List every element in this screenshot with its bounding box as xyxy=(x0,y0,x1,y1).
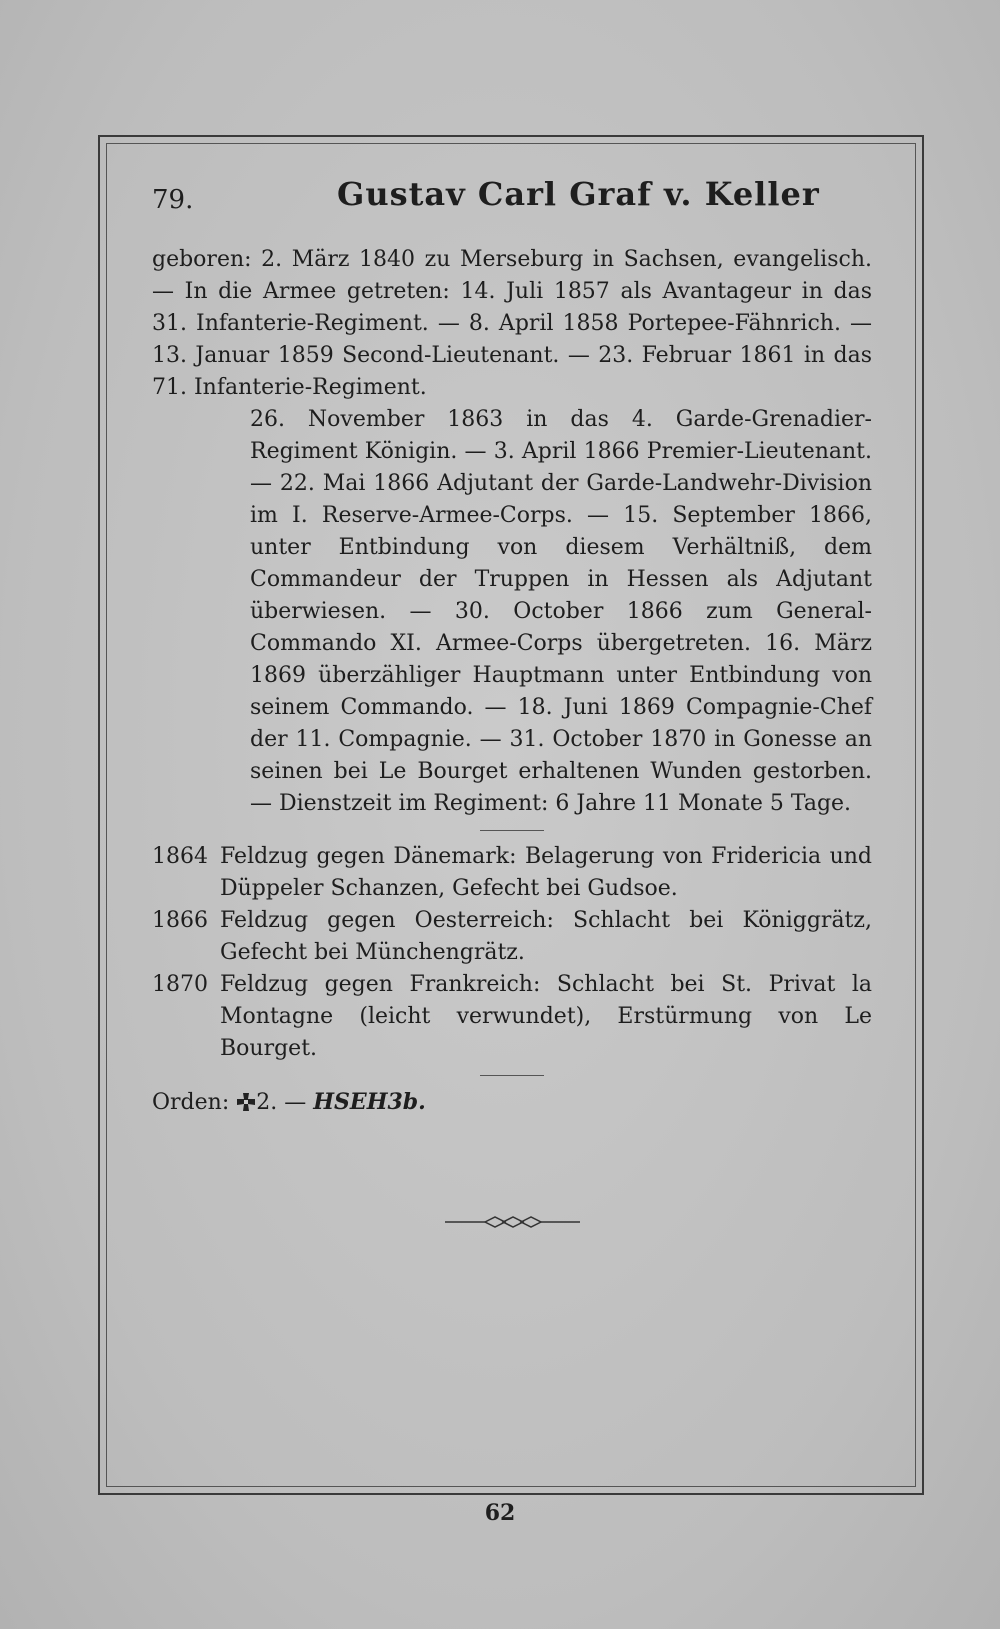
campaign-text: Feldzug gegen Oesterreich: Schlacht bei Königgrätz, Gefecht bei Münchengrätz. xyxy=(220,908,872,965)
entry-header xyxy=(152,175,872,234)
campaign-year: 1864 xyxy=(152,844,208,869)
campaign-item xyxy=(152,841,872,905)
campaign-text: Feldzug gegen Frankreich: Schlacht bei St. Privat la Montagne (leicht verwundet), Erstürmung von Le Bourget. xyxy=(220,972,872,1061)
campaign-year: 1866 xyxy=(152,908,208,933)
section-separator xyxy=(480,830,544,831)
orders-label: Orden: xyxy=(152,1090,230,1115)
section-separator xyxy=(480,1075,544,1076)
orders-class-number: 2. xyxy=(256,1090,278,1115)
campaign-list xyxy=(152,841,872,1065)
orders-line xyxy=(152,1086,872,1119)
iron-cross-icon xyxy=(236,1092,256,1112)
campaign-year: 1870 xyxy=(152,972,208,997)
entry-number: 79. xyxy=(152,185,194,215)
campaign-item xyxy=(152,905,872,969)
decorative-ornament-icon xyxy=(445,1214,580,1230)
biography-paragraph-1: geboren: 2. März 1840 zu Merseburg in Sachsen, evangelisch. — In die Armee getreten: 14. Juli 1857 als Avantageur in das 31. Infanterie-Regiment. — 8. April 1858 Portepee-Fähnrich. — 13. Januar 1859 Second-Lieutenant. — 23. Februar 1861 in das 71. Infanterie-Regiment. xyxy=(152,247,872,400)
entry-content xyxy=(152,175,872,1119)
campaign-text: Feldzug gegen Dänemark: Belagerung von Fridericia und Düppeler Schanzen, Gefecht bei Gudsoe. xyxy=(220,844,872,901)
page-number: 62 xyxy=(484,1500,516,1526)
campaign-item xyxy=(152,969,872,1065)
orders-code: HSEH3b. xyxy=(313,1089,426,1115)
orders-dash: — xyxy=(284,1090,307,1115)
entry-name: Gustav Carl Graf v. Keller xyxy=(337,175,820,213)
biography-paragraph-2: 26. November 1863 in das 4. Garde-Grenadier-Regiment Königin. — 3. April 1866 Premier-Lieutenant. — 22. Mai 1866 Adjutant der Garde-Landwehr-Division im I. Reserve-Armee-Corps. — 15. September 1866, unter Entbindung von diesem Verhältniß, dem Commandeur der Truppen in Hessen als Adjutant überwiesen. — 30. October 1866 zum General-Commando XI. Armee-Corps übergetreten. 16. März 1869 überzähliger Hauptmann unter Entbindung von seinem Commando. — 18. Juni 1869 Compagnie-Chef der 11. Compagnie. — 31. October 1870 in Gonesse an seinen bei Le Bourget erhaltenen Wunden gestorben. — Dienstzeit im Regiment: 6 Jahre 11 Monate 5 Tage. xyxy=(250,407,872,816)
